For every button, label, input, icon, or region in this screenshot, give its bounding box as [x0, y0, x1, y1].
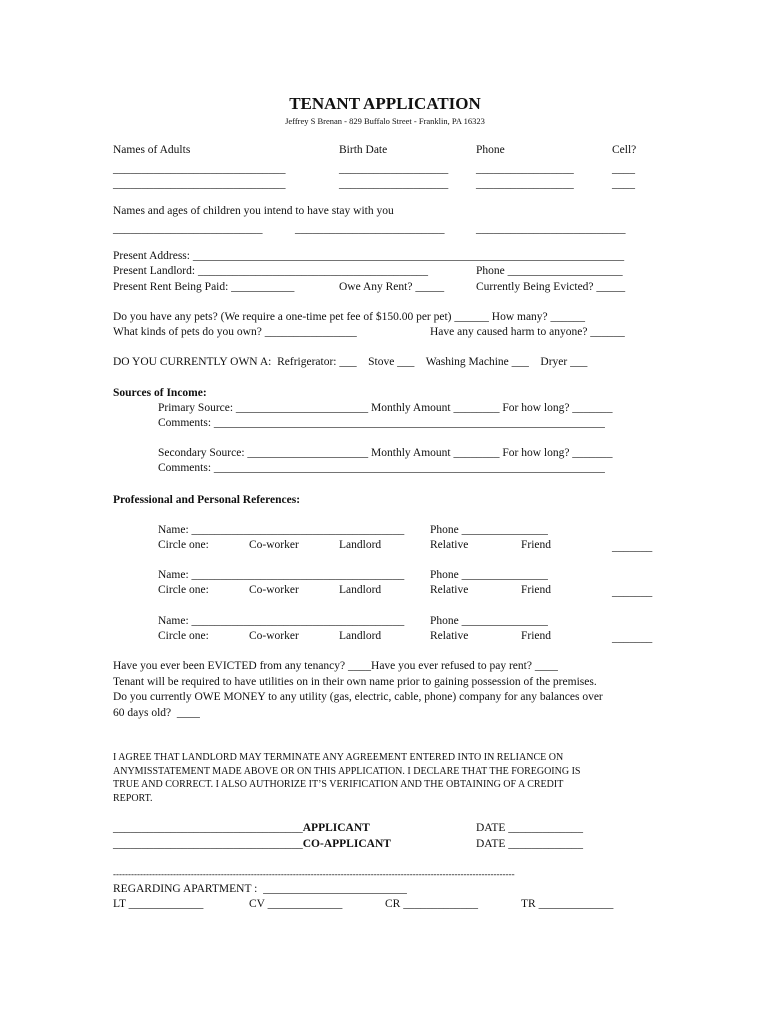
adult-name-field[interactable]: ______________________________ [113, 178, 286, 190]
circle-one-label: Circle one: [158, 584, 209, 596]
adult-birth-field[interactable]: ___________________ [339, 178, 449, 190]
coapplicant-signature-field[interactable]: _________________________________CO-APPLICANT [113, 838, 391, 850]
coapplicant-label: CO-APPLICANT [302, 838, 391, 850]
reference-other-field[interactable]: _______ [612, 632, 653, 644]
applicant-date-field[interactable]: DATE _____________ [476, 822, 584, 834]
applicant-label: APPLICANT [302, 822, 370, 834]
landlord-address: Jeffrey S Brenan - 829 Buffalo Street - Franklin, PA 16323 [285, 116, 485, 126]
owe-rent-field[interactable]: Owe Any Rent? _____ [339, 281, 445, 293]
reference-phone-field[interactable]: Phone _______________ [430, 569, 548, 581]
option-coworker[interactable]: Co-worker [249, 630, 299, 642]
adult-cell-field[interactable]: ____ [612, 163, 635, 175]
option-relative[interactable]: Relative [430, 539, 469, 551]
adult-birth-field[interactable]: ___________________ [339, 163, 449, 175]
reference-name-field[interactable]: Name: _____________________________________ [158, 615, 405, 627]
cv-field[interactable]: CV _____________ [249, 898, 343, 910]
divider-dashes: -------------------------------------------------------------------------------------------------------------------------------------- [113, 869, 515, 879]
option-relative[interactable]: Relative [430, 630, 469, 642]
regarding-apartment-field[interactable]: REGARDING APARTMENT : _________________________ [113, 883, 407, 895]
birth-date-header: Birth Date [339, 144, 388, 156]
income-heading: Sources of Income: [113, 387, 207, 399]
reference-phone-field[interactable]: Phone _______________ [430, 615, 548, 627]
child-field[interactable]: __________________________ [113, 223, 263, 235]
reference-name-field[interactable]: Name: _____________________________________ [158, 524, 405, 536]
reference-other-field[interactable]: _______ [612, 541, 653, 553]
circle-one-label: Circle one: [158, 539, 209, 551]
present-landlord-field[interactable]: Present Landlord: ________________________________________ [113, 265, 428, 277]
option-friend[interactable]: Friend [521, 584, 552, 596]
adult-name-field[interactable]: ______________________________ [113, 163, 286, 175]
option-friend[interactable]: Friend [521, 539, 552, 551]
option-landlord[interactable]: Landlord [339, 539, 382, 551]
appliances-line[interactable]: DO YOU CURRENTLY OWN A: Refrigerator: ___ Stove ___ Washing Machine ___ Dryer ___ [113, 356, 588, 368]
adults-header: Names of Adults [113, 144, 191, 156]
cr-field[interactable]: CR _____________ [385, 898, 478, 910]
owe-money-question: Do you currently OWE MONEY to any utility (gas, electric, cable, phone) company for any balances over [113, 691, 603, 703]
references-heading: Professional and Personal References: [113, 494, 301, 506]
landlord-phone-field[interactable]: Phone ____________________ [476, 265, 623, 277]
option-coworker[interactable]: Co-worker [249, 539, 299, 551]
agreement-text: REPORT. [113, 793, 153, 804]
option-landlord[interactable]: Landlord [339, 584, 382, 596]
adult-phone-field[interactable]: _________________ [476, 178, 574, 190]
page-title: TENANT APPLICATION [289, 94, 481, 113]
owe-money-field[interactable]: 60 days old? ____ [113, 707, 200, 719]
child-field[interactable]: __________________________ [476, 223, 626, 235]
adult-cell-field[interactable]: ____ [612, 178, 635, 190]
circle-one-label: Circle one: [158, 630, 209, 642]
rent-paid-field[interactable]: Present Rent Being Paid: ___________ [113, 281, 295, 293]
option-relative[interactable]: Relative [430, 584, 469, 596]
reference-name-field[interactable]: Name: _____________________________________ [158, 569, 405, 581]
children-prompt: Names and ages of children you intend to have stay with you [113, 205, 394, 217]
phone-header: Phone [476, 144, 505, 156]
adult-phone-field[interactable]: _________________ [476, 163, 574, 175]
pet-harm-field[interactable]: Have any caused harm to anyone? ______ [430, 326, 625, 338]
primary-income-field[interactable]: Primary Source: _______________________ Monthly Amount ________ For how long? _______ [158, 402, 613, 414]
reference-phone-field[interactable]: Phone _______________ [430, 524, 548, 536]
secondary-comments-field[interactable]: Comments: ____________________________________________________________________ [158, 462, 605, 474]
primary-comments-field[interactable]: Comments: ____________________________________________________________________ [158, 417, 605, 429]
coapplicant-date-field[interactable]: DATE _____________ [476, 838, 584, 850]
option-friend[interactable]: Friend [521, 630, 552, 642]
applicant-signature-field[interactable]: _________________________________APPLICANT [113, 822, 370, 834]
agreement-text: I AGREE THAT LANDLORD MAY TERMINATE ANY AGREEMENT ENTERED INTO IN RELIANCE ON [113, 752, 564, 763]
secondary-income-field[interactable]: Secondary Source: _____________________ Monthly Amount ________ For how long? _______ [158, 447, 613, 459]
lt-field[interactable]: LT _____________ [113, 898, 204, 910]
pet-kinds-field[interactable]: What kinds of pets do you own? ________________ [113, 326, 357, 338]
agreement-text: TRUE AND CORRECT. I ALSO AUTHORIZE IT’S VERIFICATION AND THE OBTAINING OF A CREDIT [113, 779, 564, 790]
pets-question[interactable]: Do you have any pets? (We require a one-time pet fee of $150.00 per pet) ______ How many? ______ [113, 311, 586, 323]
utilities-notice: Tenant will be required to have utilities on in their own name prior to gaining possession of the premises. [113, 676, 597, 688]
agreement-text: ANYMISSTATEMENT MADE ABOVE OR ON THIS APPLICATION. I DECLARE THAT THE FOREGOING IS [113, 766, 581, 777]
option-coworker[interactable]: Co-worker [249, 584, 299, 596]
present-address-field[interactable]: Present Address: ___________________________________________________________________________ [113, 250, 625, 262]
cell-header: Cell? [612, 144, 637, 156]
being-evicted-field[interactable]: Currently Being Evicted? _____ [476, 281, 626, 293]
reference-other-field[interactable]: _______ [612, 586, 653, 598]
option-landlord[interactable]: Landlord [339, 630, 382, 642]
eviction-question[interactable]: Have you ever been EVICTED from any tenancy? ____Have you ever refused to pay rent? ____ [113, 660, 558, 672]
child-field[interactable]: __________________________ [295, 223, 445, 235]
tr-field[interactable]: TR _____________ [521, 898, 614, 910]
